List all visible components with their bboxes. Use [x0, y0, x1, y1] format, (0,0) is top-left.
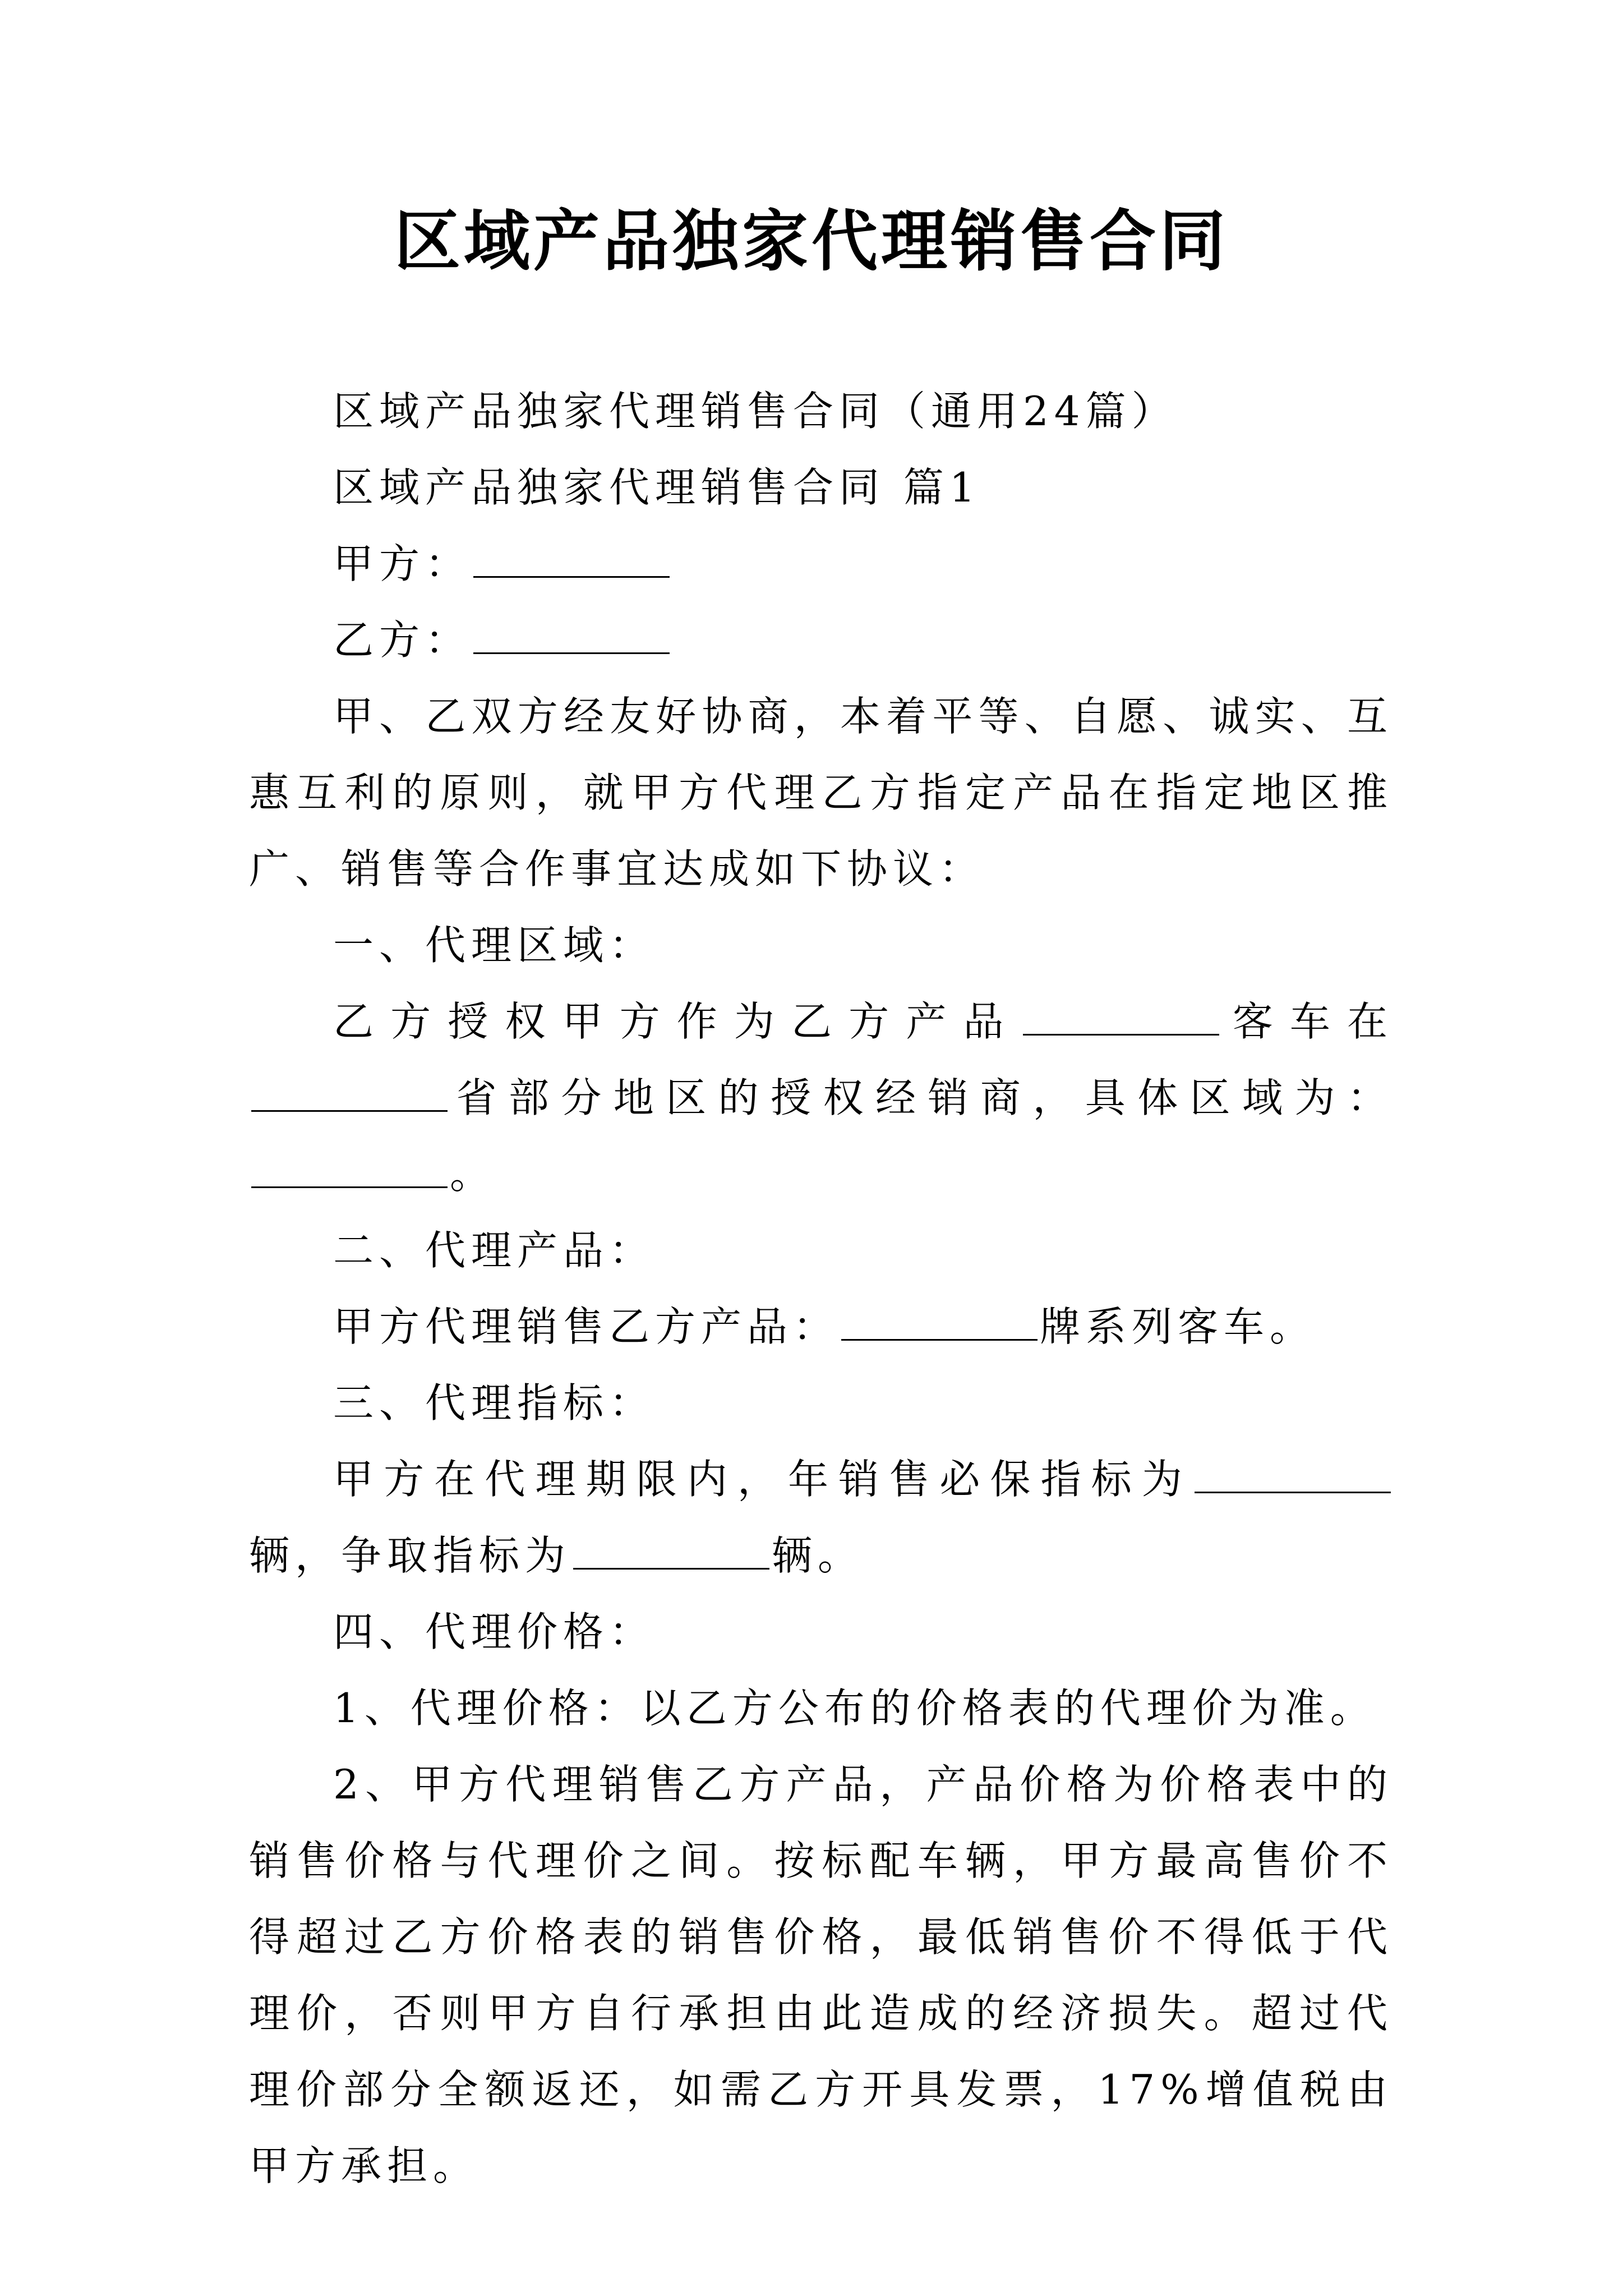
clause1-text-3: 省部分地区的授权经销商，具体区域为：: [450, 1074, 1393, 1121]
stretch-target-blank: [573, 1534, 769, 1570]
party-a-blank: [473, 542, 670, 578]
clause1-text-4: 。: [450, 1151, 496, 1198]
clause2-text-2: 牌系列客车。: [1040, 1303, 1316, 1350]
clause2-text-1: 甲方代理销售乙方产品：: [333, 1303, 840, 1350]
clause1-heading: 一、代理区域：: [333, 922, 656, 969]
province-blank: [251, 1076, 448, 1112]
guaranteed-target-blank: [1195, 1458, 1391, 1493]
clause4-item-1: 1、代理价格：以乙方公布的价格表的代理价为准。: [333, 1685, 1376, 1732]
brand-blank: [841, 1305, 1038, 1341]
clause3-paragraph: [249, 1441, 1393, 1594]
region-blank: [251, 1153, 448, 1188]
party-a-label: 甲方：: [333, 540, 472, 587]
clause3-text-2: 辆，争取指标为: [249, 1532, 571, 1579]
clause1-text-2: 客车在: [1221, 998, 1393, 1045]
clause4-item-2: 2、甲方代理销售乙方产品，产品价格为价格表中的销售价格与代理价之间。按标配车辆，甲方最高售价不得超过乙方价格表的销售价格，最低销售价不得低于代理价，否则甲方自行承担由此造成的经济损失。超过代理价部分全额返还，如需乙方开具发票，17%增值税由甲方承担。: [249, 1761, 1393, 2189]
section-heading: 区域产品独家代理销售合同 篇1: [333, 464, 981, 511]
clause4-heading: 四、代理价格：: [333, 1608, 656, 1655]
document-title: 区域产品独家代理销售合同: [394, 202, 1229, 280]
party-b-blank: [473, 619, 670, 654]
clause3-text-3: 辆。: [772, 1532, 864, 1579]
product-blank: [1023, 1000, 1219, 1036]
clause1-text-1: 乙方授权甲方作为乙方产品: [333, 998, 1021, 1045]
party-b-line: [249, 602, 1393, 678]
document-body: [249, 373, 1393, 2204]
intro-paragraph: 甲、乙双方经友好协商，本着平等、自愿、诚实、互惠互利的原则，就甲方代理乙方指定产品在指定地区推广、销售等合作事宜达成如下协议：: [249, 693, 1393, 892]
clause3-text-1: 甲方在代理期限内，年销售必保指标为: [333, 1456, 1192, 1503]
document-subtitle: 区域产品独家代理销售合同（通用24篇）: [333, 388, 1178, 435]
party-a-line: [249, 526, 1393, 602]
clause2-heading: 二、代理产品：: [333, 1227, 656, 1274]
party-b-label: 乙方：: [333, 616, 472, 664]
clause1-paragraph: [249, 983, 1393, 1212]
clause2-paragraph: [249, 1289, 1393, 1365]
clause3-heading: 三、代理指标：: [333, 1379, 656, 1427]
